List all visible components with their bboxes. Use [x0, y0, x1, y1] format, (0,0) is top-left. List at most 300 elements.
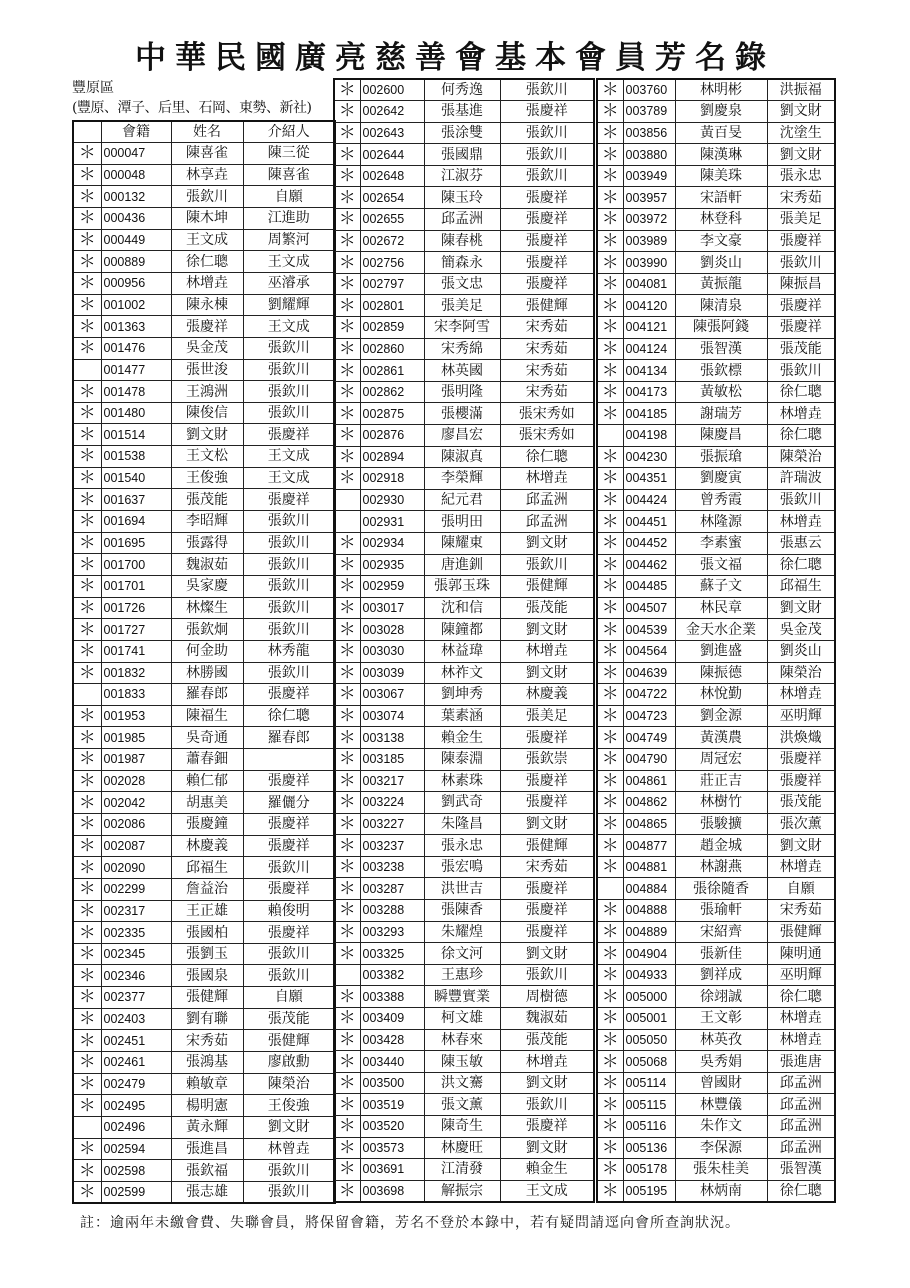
member-name: 謝瑞芳 [675, 403, 767, 425]
member-name: 劉炎山 [675, 252, 767, 274]
member-mark: ＊ [334, 101, 360, 123]
member-name: 林增垚 [171, 272, 243, 294]
member-name: 張欽川 [171, 186, 243, 208]
member-name: 張欽炯 [171, 619, 243, 641]
member-id: 003227 [360, 813, 424, 835]
member-name: 葉素涵 [424, 705, 500, 727]
member-introducer: 徐仁聰 [767, 1180, 835, 1202]
member-id: 002479 [101, 1073, 171, 1095]
member-mark [73, 1116, 101, 1138]
member-id: 000436 [101, 208, 171, 230]
member-introducer: 陳榮治 [767, 446, 835, 468]
member-mark: ＊ [597, 554, 623, 576]
member-id: 002495 [101, 1095, 171, 1117]
member-mark: ＊ [73, 164, 101, 186]
member-introducer: 張茂能 [767, 338, 835, 360]
member-name: 劉進盛 [675, 640, 767, 662]
table-row [73, 229, 335, 251]
table-row [73, 272, 335, 294]
table-row [334, 446, 594, 468]
member-id: 001701 [101, 575, 171, 597]
member-mark: ＊ [73, 251, 101, 273]
member-mark: ＊ [334, 187, 360, 209]
member-name: 張美足 [424, 295, 500, 317]
member-name: 林英孜 [675, 1029, 767, 1051]
member-table-1 [72, 120, 336, 1204]
member-introducer: 邱福生 [767, 576, 835, 598]
member-name: 劉武奇 [424, 792, 500, 814]
table-row [597, 943, 835, 965]
member-id: 002090 [101, 857, 171, 879]
member-name: 張明田 [424, 511, 500, 533]
member-introducer: 張欽川 [243, 857, 335, 879]
table-row [334, 1137, 594, 1159]
member-name: 邱孟洲 [424, 209, 500, 231]
member-introducer: 陳榮治 [243, 1073, 335, 1095]
member-introducer: 邱孟洲 [767, 1137, 835, 1159]
member-mark: ＊ [73, 749, 101, 771]
table-row [73, 337, 335, 359]
table-row [73, 186, 335, 208]
member-id: 003028 [360, 619, 424, 641]
member-id: 003288 [360, 900, 424, 922]
table-row [73, 208, 335, 230]
member-id: 002648 [360, 165, 424, 187]
table-row [597, 813, 835, 835]
member-mark: ＊ [334, 144, 360, 166]
member-introducer: 徐仁聰 [243, 705, 335, 727]
member-mark: ＊ [597, 230, 623, 252]
table-row [597, 727, 835, 749]
member-mark: ＊ [597, 943, 623, 965]
member-introducer: 張欽川 [243, 511, 335, 533]
member-introducer: 邱孟洲 [767, 1072, 835, 1094]
member-name: 張涂雙 [424, 122, 500, 144]
member-introducer: 陳振昌 [767, 273, 835, 295]
member-name: 陳玉玲 [424, 187, 500, 209]
member-mark: ＊ [597, 792, 623, 814]
member-introducer: 張欽川 [243, 965, 335, 987]
member-id: 004198 [623, 425, 675, 447]
member-introducer: 陳榮治 [767, 662, 835, 684]
member-introducer: 張欽川 [500, 964, 594, 986]
member-introducer: 劉文財 [500, 813, 594, 835]
member-introducer: 張慶祥 [767, 295, 835, 317]
member-mark: ＊ [597, 511, 623, 533]
member-mark: ＊ [73, 229, 101, 251]
member-name: 張鴻基 [171, 1052, 243, 1074]
member-introducer: 劉炎山 [767, 640, 835, 662]
table-row [334, 273, 594, 295]
member-id: 003428 [360, 1029, 424, 1051]
member-mark: ＊ [597, 338, 623, 360]
member-introducer: 劉文財 [767, 101, 835, 123]
table-row [334, 856, 594, 878]
member-mark: ＊ [334, 252, 360, 274]
member-introducer: 張慶祥 [500, 230, 594, 252]
table-row [334, 122, 594, 144]
member-introducer: 張慶祥 [243, 878, 335, 900]
member-name: 胡惠美 [171, 792, 243, 814]
member-mark: ＊ [73, 532, 101, 554]
member-name: 黃百旻 [675, 122, 767, 144]
header-introducer: 介紹人 [243, 121, 335, 143]
table-row [597, 209, 835, 231]
table-row [73, 359, 335, 381]
table-row [334, 1072, 594, 1094]
member-id: 003856 [623, 122, 675, 144]
member-mark: ＊ [334, 425, 360, 447]
table-row [597, 101, 835, 123]
member-introducer: 王文成 [243, 316, 335, 338]
member-introducer: 王文成 [243, 251, 335, 273]
member-name: 張新佳 [675, 943, 767, 965]
member-mark: ＊ [334, 360, 360, 382]
member-introducer: 宋秀茹 [500, 381, 594, 403]
table-row [73, 662, 335, 684]
member-name: 李榮輝 [424, 468, 500, 490]
member-id: 002335 [101, 922, 171, 944]
region-name: 豐原區 [72, 80, 114, 96]
member-id: 004862 [623, 792, 675, 814]
member-mark: ＊ [73, 943, 101, 965]
member-mark [73, 359, 101, 381]
member-introducer: 張健輝 [500, 835, 594, 857]
member-name: 劉慶寅 [675, 468, 767, 490]
member-mark: ＊ [73, 987, 101, 1009]
member-introducer: 張欽川 [243, 619, 335, 641]
member-name: 王文成 [171, 229, 243, 251]
member-introducer: 自願 [243, 987, 335, 1009]
member-introducer: 陳喜雀 [243, 164, 335, 186]
member-name: 陳美珠 [675, 165, 767, 187]
member-mark: ＊ [73, 1138, 101, 1160]
member-id: 001700 [101, 554, 171, 576]
member-mark: ＊ [73, 770, 101, 792]
member-name: 楊明憲 [171, 1095, 243, 1117]
member-mark: ＊ [334, 727, 360, 749]
region-subareas: (豐原、潭子、后里、石岡、東勢、新社) [72, 100, 312, 116]
member-mark: ＊ [597, 986, 623, 1008]
table-row [597, 748, 835, 770]
table-row [597, 576, 835, 598]
member-mark: ＊ [597, 1072, 623, 1094]
member-mark: ＊ [597, 597, 623, 619]
member-introducer: 自願 [243, 186, 335, 208]
member-mark: ＊ [597, 165, 623, 187]
member-mark: ＊ [597, 122, 623, 144]
table-row [597, 317, 835, 339]
member-name: 張欽標 [675, 360, 767, 382]
member-name: 陳春桃 [424, 230, 500, 252]
member-name: 徐翊誠 [675, 986, 767, 1008]
member-introducer: 張茂能 [243, 1008, 335, 1030]
member-mark [597, 878, 623, 900]
member-name: 劉文財 [171, 424, 243, 446]
member-mark: ＊ [73, 424, 101, 446]
member-id: 001637 [101, 489, 171, 511]
member-introducer: 王文成 [500, 1180, 594, 1202]
header-mark [73, 121, 101, 143]
member-id: 005178 [623, 1159, 675, 1181]
member-mark: ＊ [334, 122, 360, 144]
member-mark: ＊ [73, 489, 101, 511]
table-row [73, 684, 335, 706]
member-id: 002861 [360, 360, 424, 382]
table-row [597, 144, 835, 166]
member-mark: ＊ [597, 360, 623, 382]
member-mark: ＊ [597, 1051, 623, 1073]
member-introducer: 張美足 [500, 705, 594, 727]
member-id: 004185 [623, 403, 675, 425]
member-introducer: 周繁河 [243, 229, 335, 251]
member-introducer: 徐仁聰 [500, 446, 594, 468]
member-id: 001540 [101, 467, 171, 489]
member-mark: ＊ [334, 554, 360, 576]
table-row [597, 835, 835, 857]
member-mark: ＊ [73, 597, 101, 619]
table-row [334, 662, 594, 684]
member-name: 王俊強 [171, 467, 243, 489]
member-name: 宋秀綿 [424, 338, 500, 360]
table-row [334, 792, 594, 814]
member-mark: ＊ [597, 317, 623, 339]
member-introducer: 張欽川 [767, 489, 835, 511]
member-name: 林樹竹 [675, 792, 767, 814]
member-name: 唐進釧 [424, 554, 500, 576]
member-introducer: 劉文財 [500, 1072, 594, 1094]
page-title: 中華民國廣亮慈善會基本會員芳名錄 [135, 40, 775, 76]
member-name: 瞬豐實業 [424, 986, 500, 1008]
table-row [597, 79, 835, 101]
member-name: 林素珠 [424, 770, 500, 792]
member-mark: ＊ [597, 770, 623, 792]
member-name: 王鴻洲 [171, 381, 243, 403]
member-mark: ＊ [73, 575, 101, 597]
member-id: 003691 [360, 1159, 424, 1181]
table-row [334, 1116, 594, 1138]
header-name: 姓名 [171, 121, 243, 143]
member-introducer: 張慶祥 [243, 489, 335, 511]
member-name: 張宏鳴 [424, 856, 500, 878]
member-mark: ＊ [73, 1030, 101, 1052]
member-mark: ＊ [334, 684, 360, 706]
table-row [597, 705, 835, 727]
member-introducer: 洪振福 [767, 79, 835, 101]
member-name: 張陳香 [424, 900, 500, 922]
member-name: 林英國 [424, 360, 500, 382]
member-name: 張智漢 [675, 338, 767, 360]
member-name: 林登科 [675, 209, 767, 231]
member-mark: ＊ [73, 857, 101, 879]
member-mark: ＊ [334, 1029, 360, 1051]
table-row [597, 597, 835, 619]
member-mark: ＊ [334, 79, 360, 101]
member-mark: ＊ [334, 468, 360, 490]
member-introducer: 張欽川 [243, 381, 335, 403]
member-id: 003325 [360, 943, 424, 965]
member-mark: ＊ [73, 511, 101, 533]
member-introducer: 張惠云 [767, 532, 835, 554]
member-mark: ＊ [597, 1008, 623, 1030]
member-id: 003972 [623, 209, 675, 231]
table-row [334, 252, 594, 274]
member-id: 002876 [360, 425, 424, 447]
member-name: 江淑芬 [424, 165, 500, 187]
member-id: 002862 [360, 381, 424, 403]
member-introducer: 張慶祥 [243, 684, 335, 706]
member-name: 林民章 [675, 597, 767, 619]
member-introducer: 張健輝 [243, 1030, 335, 1052]
member-name: 陳鐘都 [424, 619, 500, 641]
member-name: 朱耀煌 [424, 921, 500, 943]
member-name: 洪世吉 [424, 878, 500, 900]
member-introducer: 張慶祥 [243, 814, 335, 836]
member-name: 黃漢農 [675, 727, 767, 749]
member-name: 邱福生 [171, 857, 243, 879]
member-name: 朱作文 [675, 1116, 767, 1138]
member-id: 001727 [101, 619, 171, 641]
member-introducer: 林增垚 [500, 1051, 594, 1073]
member-mark: ＊ [334, 1137, 360, 1159]
member-mark: ＊ [597, 619, 623, 641]
member-id: 002672 [360, 230, 424, 252]
member-id: 001478 [101, 381, 171, 403]
table-row [597, 1159, 835, 1181]
member-id: 001514 [101, 424, 171, 446]
member-id: 005115 [623, 1094, 675, 1116]
member-introducer: 邱孟洲 [500, 511, 594, 533]
member-mark: ＊ [597, 835, 623, 857]
table-row [597, 856, 835, 878]
table-row [597, 532, 835, 554]
member-introducer: 林增垚 [767, 511, 835, 533]
member-name: 王正雄 [171, 900, 243, 922]
member-id: 002599 [101, 1181, 171, 1203]
table-row [334, 1051, 594, 1073]
member-introducer: 張慶祥 [500, 900, 594, 922]
member-mark: ＊ [334, 1094, 360, 1116]
member-mark: ＊ [334, 792, 360, 814]
member-name: 陳張阿錢 [675, 317, 767, 339]
member-id: 002643 [360, 122, 424, 144]
member-introducer: 張欽川 [243, 662, 335, 684]
member-introducer: 張慶祥 [500, 792, 594, 814]
member-name: 莊正吉 [675, 770, 767, 792]
member-id: 004790 [623, 748, 675, 770]
member-mark: ＊ [597, 101, 623, 123]
member-name: 林悅勤 [675, 684, 767, 706]
member-name: 劉祥成 [675, 964, 767, 986]
member-mark: ＊ [334, 165, 360, 187]
member-mark: ＊ [597, 1159, 623, 1181]
member-name: 李昭輝 [171, 511, 243, 533]
table-row [334, 381, 594, 403]
table-row [73, 446, 335, 468]
member-mark: ＊ [73, 662, 101, 684]
member-id: 002028 [101, 770, 171, 792]
member-introducer: 劉文財 [500, 943, 594, 965]
member-id: 003293 [360, 921, 424, 943]
member-mark: ＊ [597, 489, 623, 511]
table-row [73, 1095, 335, 1117]
member-name: 陳喜雀 [171, 143, 243, 165]
member-mark: ＊ [73, 294, 101, 316]
table-row [334, 230, 594, 252]
member-name: 林隆源 [675, 511, 767, 533]
table-row [334, 165, 594, 187]
member-id: 002377 [101, 987, 171, 1009]
member-id: 003989 [623, 230, 675, 252]
member-introducer: 張宋秀如 [500, 425, 594, 447]
member-id: 001002 [101, 294, 171, 316]
member-introducer: 邱孟洲 [767, 1094, 835, 1116]
member-introducer: 張欽川 [500, 144, 594, 166]
member-name: 林享垚 [171, 164, 243, 186]
member-introducer: 王文成 [243, 467, 335, 489]
member-name: 宋紹齊 [675, 921, 767, 943]
member-name: 陳俊信 [171, 402, 243, 424]
table-row [73, 727, 335, 749]
table-row [597, 403, 835, 425]
member-name: 陳泰淵 [424, 748, 500, 770]
member-id: 004351 [623, 468, 675, 490]
member-id: 003698 [360, 1180, 424, 1202]
member-name: 李文豪 [675, 230, 767, 252]
member-introducer: 劉文財 [500, 1137, 594, 1159]
member-id: 002859 [360, 317, 424, 339]
member-name: 劉坤秀 [424, 684, 500, 706]
table-row [73, 467, 335, 489]
member-name: 周冠宏 [675, 748, 767, 770]
member-introducer: 張美足 [767, 209, 835, 231]
header-membership-id: 會籍 [101, 121, 171, 143]
member-id: 002860 [360, 338, 424, 360]
member-mark: ＊ [597, 295, 623, 317]
table-row [597, 1137, 835, 1159]
member-introducer: 巫明輝 [767, 964, 835, 986]
table-row [73, 316, 335, 338]
member-id: 003039 [360, 662, 424, 684]
table-row [597, 252, 835, 274]
member-introducer: 張慶祥 [500, 273, 594, 295]
member-introducer: 許瑞波 [767, 468, 835, 490]
member-id: 003573 [360, 1137, 424, 1159]
member-mark: ＊ [334, 921, 360, 943]
member-name: 吳秀娟 [675, 1051, 767, 1073]
member-id: 001987 [101, 749, 171, 771]
member-name: 林謝燕 [675, 856, 767, 878]
table-row [597, 295, 835, 317]
table-header-row [73, 121, 335, 143]
table-row [73, 640, 335, 662]
member-mark: ＊ [73, 727, 101, 749]
member-id: 004889 [623, 921, 675, 943]
table-row [334, 900, 594, 922]
member-mark: ＊ [73, 1073, 101, 1095]
member-name: 林勝國 [171, 662, 243, 684]
member-introducer: 張茂能 [500, 1029, 594, 1051]
member-introducer: 張進唐 [767, 1051, 835, 1073]
member-introducer: 張慶祥 [767, 748, 835, 770]
member-id: 001694 [101, 511, 171, 533]
member-name: 吳家慶 [171, 575, 243, 597]
member-id: 004884 [623, 878, 675, 900]
member-id: 002403 [101, 1008, 171, 1030]
member-id: 004485 [623, 576, 675, 598]
member-name: 曾國財 [675, 1072, 767, 1094]
member-id: 002930 [360, 489, 424, 511]
